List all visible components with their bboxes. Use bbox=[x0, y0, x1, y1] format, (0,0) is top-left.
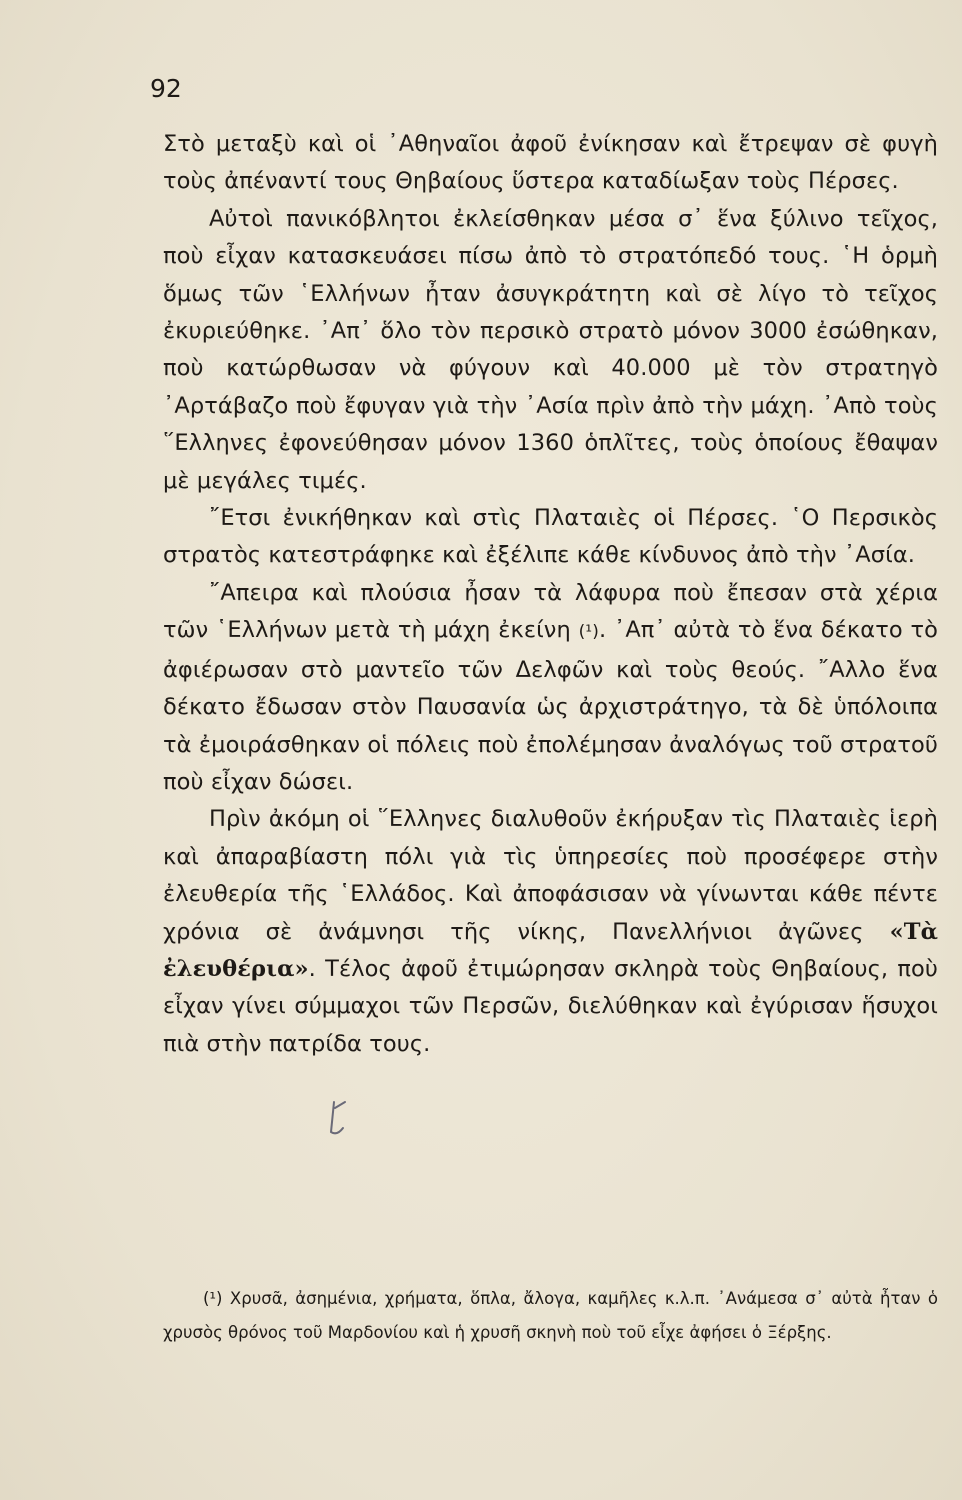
paragraph-5 bbox=[163, 801, 938, 1063]
paragraph-4 bbox=[163, 575, 938, 801]
paragraph-4-text-a: ῎Απειρα καὶ πλούσια ἦσαν τὰ λάφυρα ποὺ ἔπεσαν στὰ χέρια τῶν ῾Ελλήνων μετὰ τὴ μάχη ἐκείνη bbox=[163, 579, 938, 644]
paragraph-5-text-a: Πρὶν ἀκόμη οἱ ῞Ελληνες διαλυθοῦν ἐκήρυξαν τὶς Πλαταιὲς ἱερὴ καὶ ἀπαραβίαστη πόλι γιὰ τὶς ὑπηρεσίες ποὺ προσέφερε στὴν ἐλευθερία τῆς ῾Ελλάδος. Καὶ ἀποφάσισαν νὰ γίνωνται κάθε πέντε χρόνια σὲ ἀνάμνησι τῆς νίκης, Πανελλήνιοι ἀγῶνες bbox=[163, 806, 938, 945]
paragraph-4-text-b: . ᾿Απ᾿ αὐτὰ τὸ ἕνα δέκατο τὸ ἀφιέρωσαν στὸ μαντεῖο τῶν Δελφῶν καὶ τοὺς θεούς. ῎Αλλο ἕνα δέκατο ἔδωσαν στὸν Παυσανία ὡς ἀρχιστράτηγο, τὰ δὲ ὑπόλοιπα τὰ ἐμοιράσθηκαν οἱ πόλεις ποὺ ἐπολέμησαν ἀναλόγως τοῦ στρατοῦ ποὺ εἶχαν δώσει. bbox=[163, 617, 938, 795]
main-text bbox=[163, 126, 938, 1063]
paragraph-2: Αὐτοὶ πανικόβλητοι ἐκλείσθηκαν μέσα σ᾿ ἕνα ξύλινο τεῖχος, ποὺ εἶχαν κατασκευάσει πίσω ἀπὸ τὸ στρατόπεδό τους. ῾Η ὁρμὴ ὅμως τῶν ῾Ελλήνων ἦταν ἀσυγκράτητη καὶ σὲ λίγο τὸ τεῖχος ἐκυριεύθηκε. ᾿Απ᾿ ὅλο τὸν περσικὸ στρατὸ μόνον 3000 ἐσώθηκαν, ποὺ κατώρθωσαν νὰ φύγουν καὶ 40.000 μὲ τὸν στρατηγὸ ᾿Αρτάβαζο ποὺ ἔφυγαν γιὰ τὴν ᾿Ασία πρὶν ἀπὸ τὴν μάχη. ᾿Απὸ τοὺς ῞Ελληνες ἐφονεύθησαν μόνον 1360 ὁπλῖτες, τοὺς ὁποίους ἔθαψαν μὲ μεγάλες τιμές. bbox=[163, 205, 938, 494]
footnote-1: (¹) Χρυσᾶ, ἀσημένια, χρήματα, ὅπλα, ἄλογα, καμῆλες κ.λ.π. ᾿Ανάμεσα σ᾿ αὐτὰ ἦταν ὁ χρυσὸς θρόνος τοῦ Μαρδονίου καὶ ἡ χρυσῆ σκηνὴ ποὺ τοῦ εἶχε ἀφήσει ὁ Ξέρξης. bbox=[163, 1289, 938, 1342]
festival-name: «Τὰ ἐλευθέρια» bbox=[163, 918, 938, 982]
paragraph-5-text-b: . Τέλος ἀφοῦ ἐτιμώρησαν σκληρὰ τοὺς Θηβαίους, ποὺ εἶχαν γίνει σύμμαχοι τῶν Περσῶν, διελύθηκαν καὶ ἐγύρισαν ἥσυχοι πιὰ στὴν πατρίδα τους. bbox=[163, 955, 938, 1057]
page-number: 92 bbox=[150, 74, 182, 103]
footnote-reference: (¹) bbox=[578, 622, 599, 643]
footnotes bbox=[163, 1282, 938, 1350]
pencil-mark bbox=[325, 1098, 349, 1140]
paragraph-3: ῎Ετσι ἐνικήθηκαν καὶ στὶς Πλαταιὲς οἱ Πέρσες. ῾Ο Περσικὸς στρατὸς κατεστράφηκε καὶ ἐξέλιπε κάθε κίνδυνος ἀπὸ τὴν ᾿Ασία. bbox=[163, 505, 938, 569]
paragraph-1: Στὸ μεταξὺ καὶ οἱ ᾿Αθηναῖοι ἀφοῦ ἐνίκησαν καὶ ἔτρεψαν σὲ φυγὴ τοὺς ἀπέναντί τους Θηβαίους ὕστερα καταδίωξαν τοὺς Πέρσες. bbox=[163, 131, 938, 195]
